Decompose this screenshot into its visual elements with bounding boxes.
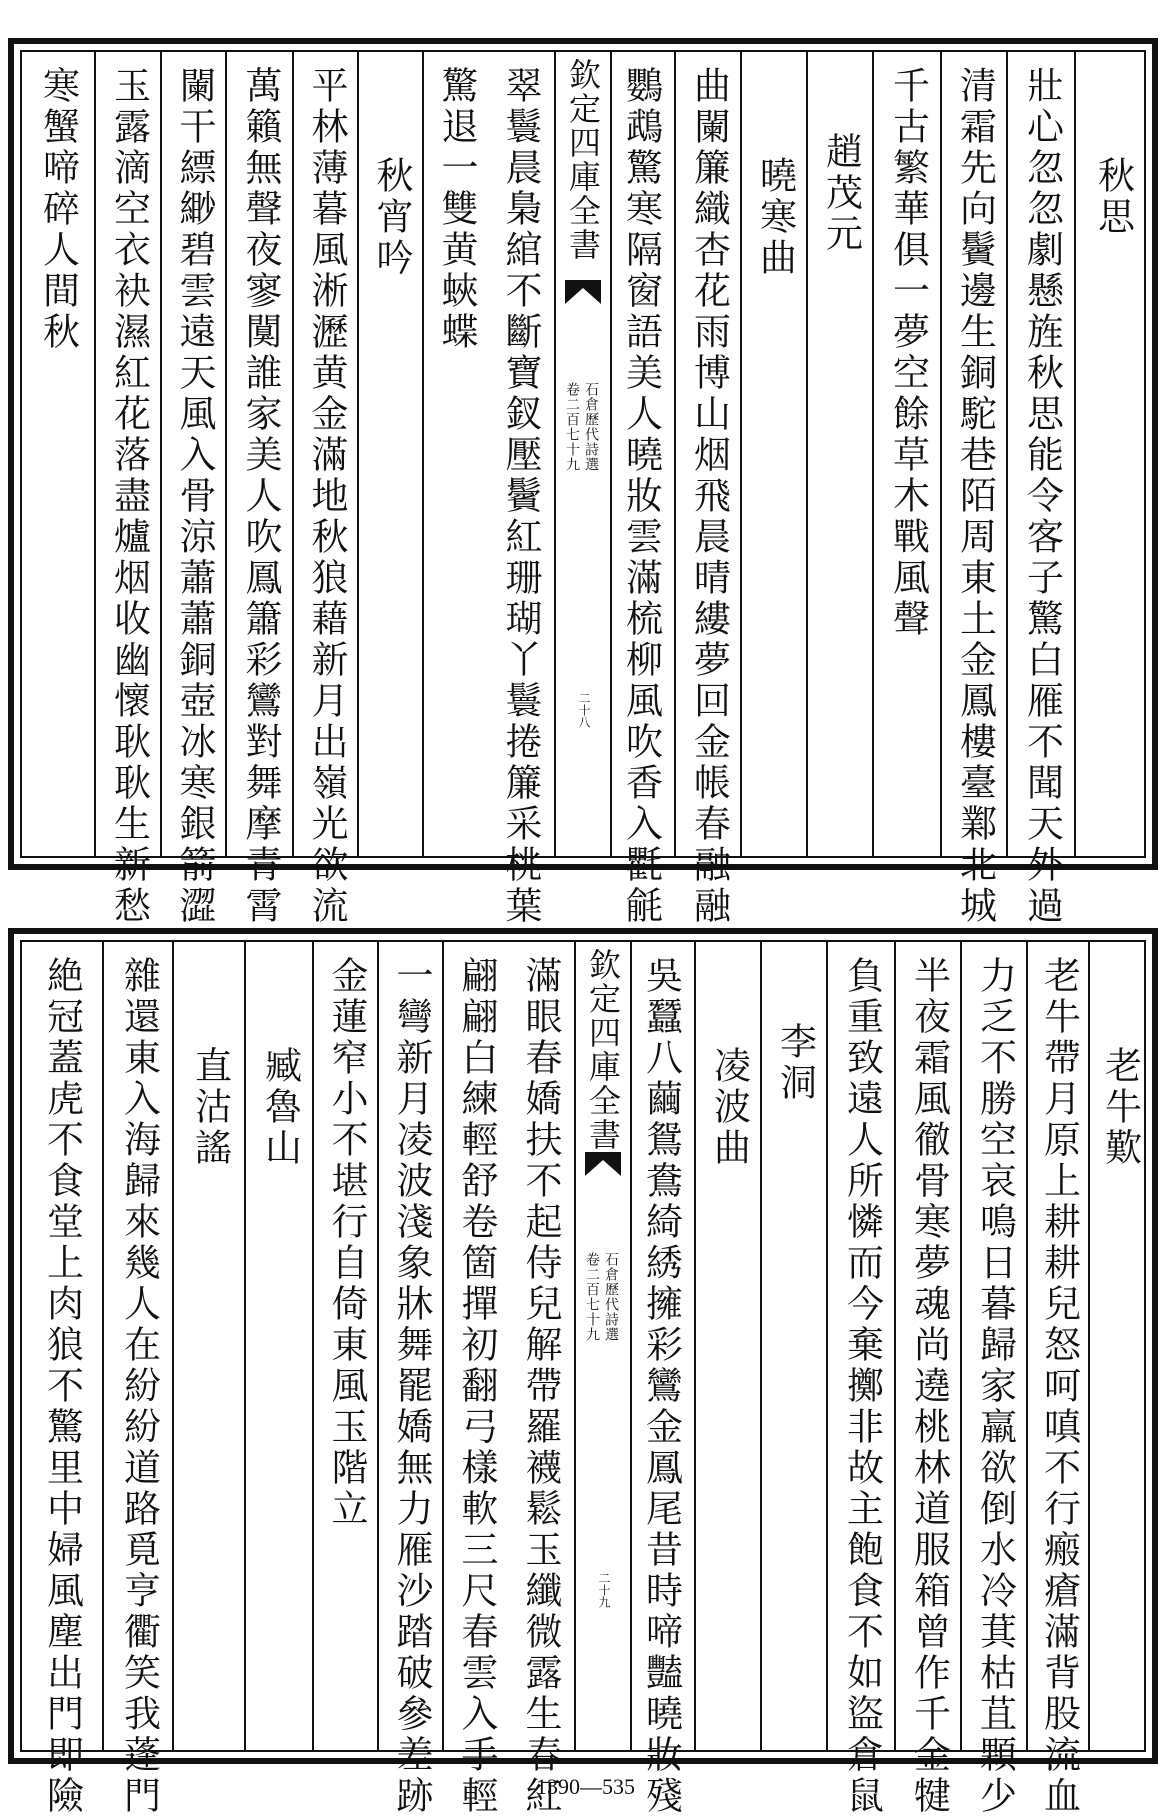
poem-title: 秋宵吟	[370, 156, 413, 279]
bottom-right-col-5	[760, 942, 828, 1750]
poem-title: 曉寒曲	[753, 156, 797, 279]
text-column: 滿眼春嬌扶不起侍兒解帶羅襪鬆玉纖微露生春紅	[519, 956, 562, 1817]
bottom-center-column	[574, 942, 632, 1750]
text-column: 萬籟無聲夜寥闃誰家美人吹鳳簫彩鸞對舞摩青霄	[239, 66, 282, 927]
text-column: 老牛帶月原上耕耕兒怒呵嗔不行瘢瘡滿背股流血	[1037, 956, 1081, 1817]
text-column: 半夜霜風徹骨寒夢魂尚遶桃林道服箱曾作千金犍	[907, 956, 951, 1817]
top-right-col-5	[740, 52, 808, 856]
collection-name: 石倉歷代詩選	[603, 1252, 619, 1342]
author-name: 趙茂元	[819, 132, 863, 255]
text-column: 闌干縹緲碧雲遠天風入骨涼蕭蕭銅壺冰寒銀箭澀	[173, 66, 216, 927]
volume-number: 卷二百七十九	[564, 382, 580, 472]
text-column: 玉露滴空衣袂濕紅花落盡爐烟收幽懷耿耿生新愁	[107, 66, 151, 927]
top-right-col-1	[1006, 52, 1076, 927]
volume-number: 卷二百七十九	[584, 1252, 600, 1342]
poem-title: 直沽謠	[188, 1046, 232, 1169]
bottom-right-col-7	[628, 942, 694, 1817]
bottom-left-col-1	[442, 942, 509, 1817]
top-center-column	[554, 52, 612, 856]
page-number: 二十八	[577, 692, 591, 728]
top-left-col-5	[160, 52, 227, 927]
text-column: 翩翩白練輕舒卷箇撣初翻弓樣軟三尺春雲入手輕	[455, 956, 498, 1817]
page-number: 二十九	[597, 1572, 611, 1608]
bottom-left-col-2	[377, 942, 444, 1817]
top-right-col-3	[872, 52, 942, 856]
top-page	[8, 38, 1158, 927]
bottom-right-col-3	[894, 942, 962, 1817]
bottom-left-col-7	[22, 942, 102, 1817]
text-column: 翠鬟晨梟綰不斷寶釵壓鬢紅珊瑚丫鬟捲簾采桃葉	[499, 66, 542, 927]
bottom-right-col-0	[1088, 942, 1150, 1750]
text-column: 曲闌簾織杏花雨博山烟飛晨晴縷夢回金帳春融融	[687, 66, 731, 927]
poem-title: 凌波曲	[707, 1046, 751, 1169]
text-column: 壯心忽忽劇懸旌秋思能令客子驚白雁不聞天外過	[1020, 66, 1064, 927]
text-column: 清霜先向鬢邊生銅駝巷陌周東土金鳳樓臺鄴北城	[953, 66, 997, 927]
top-page-frame	[20, 50, 1146, 927]
page-footer-number: 1390—535	[536, 1774, 635, 1799]
text-column: 寒蟹啼碎人間秋	[36, 66, 80, 353]
text-column: 驚退一雙黄蛺蝶	[435, 66, 478, 353]
top-left-col-2	[357, 52, 424, 856]
text-column: 負重致遠人所憐而今棄擲非故主飽食不如盜倉鼠	[840, 956, 884, 1817]
bottom-left-col-5	[172, 942, 246, 1750]
top-right-col-6	[674, 52, 742, 927]
book-title: 欽定四庫全書	[564, 58, 602, 262]
text-column: 一彎新月凌波淺象牀舞罷嬌無力雁沙踏破參差跡	[390, 956, 433, 1817]
bottom-right-col-6	[694, 942, 762, 1750]
bottom-right-col-4	[826, 942, 896, 1817]
top-right-col-2	[940, 52, 1008, 927]
poem-title: 秋思	[1091, 156, 1135, 238]
top-left-col-6	[94, 52, 162, 927]
bottom-right-col-1	[1026, 942, 1090, 1817]
collection-name: 石倉歷代詩選	[583, 382, 599, 472]
fishtail-icon	[585, 1152, 621, 1176]
bottom-left-col-4	[244, 942, 314, 1750]
book-title: 欽定四庫全書	[584, 948, 622, 1152]
top-left-col-4	[225, 52, 294, 927]
top-left-col-0	[487, 52, 554, 927]
top-right-col-7	[608, 52, 674, 927]
bottom-left-col-3	[312, 942, 379, 1750]
top-right-col-0	[1074, 52, 1150, 856]
text-column: 金蓮窄小不堪行自倚東風玉階立	[325, 956, 368, 1530]
text-column: 吳蠶八繭鴛鴦綺綉擁彩鸞金鳳尾昔時啼豔曉妝殘	[639, 956, 683, 1817]
text-column: 平林薄暮風淅瀝黄金滿地秋狼藉新月出嶺光欲流	[305, 66, 348, 927]
bottom-left-col-0	[507, 942, 574, 1817]
text-column: 千古繁華俱一夢空餘草木戰風聲	[886, 66, 930, 640]
text-column: 力乏不勝空哀鳴日暮歸家羸欲倒水冷萁枯苴顆少	[973, 956, 1017, 1817]
author-name: 李洞	[773, 1022, 817, 1104]
top-right-col-4	[806, 52, 874, 856]
top-left-col-3	[292, 52, 359, 927]
top-left-col-1	[422, 52, 489, 856]
text-column: 鸚鵡驚寒隔窗語美人曉妝雲滿梳柳風吹香入氍毹	[619, 66, 663, 927]
bottom-right-col-2	[960, 942, 1028, 1817]
top-left-col-7	[22, 52, 94, 856]
text-column: 絶冠蓋虎不食堂上肉狼不驚里中婦風塵出門即險	[40, 956, 84, 1817]
poem-title: 老牛歎	[1098, 1046, 1142, 1169]
fishtail-icon	[565, 280, 601, 304]
bottom-left-col-6	[102, 942, 174, 1817]
author-name: 臧魯山	[258, 1046, 302, 1169]
text-column: 雜還東入海歸來幾人在紛紛道路覓亨衢笑我蓬門	[117, 956, 161, 1817]
